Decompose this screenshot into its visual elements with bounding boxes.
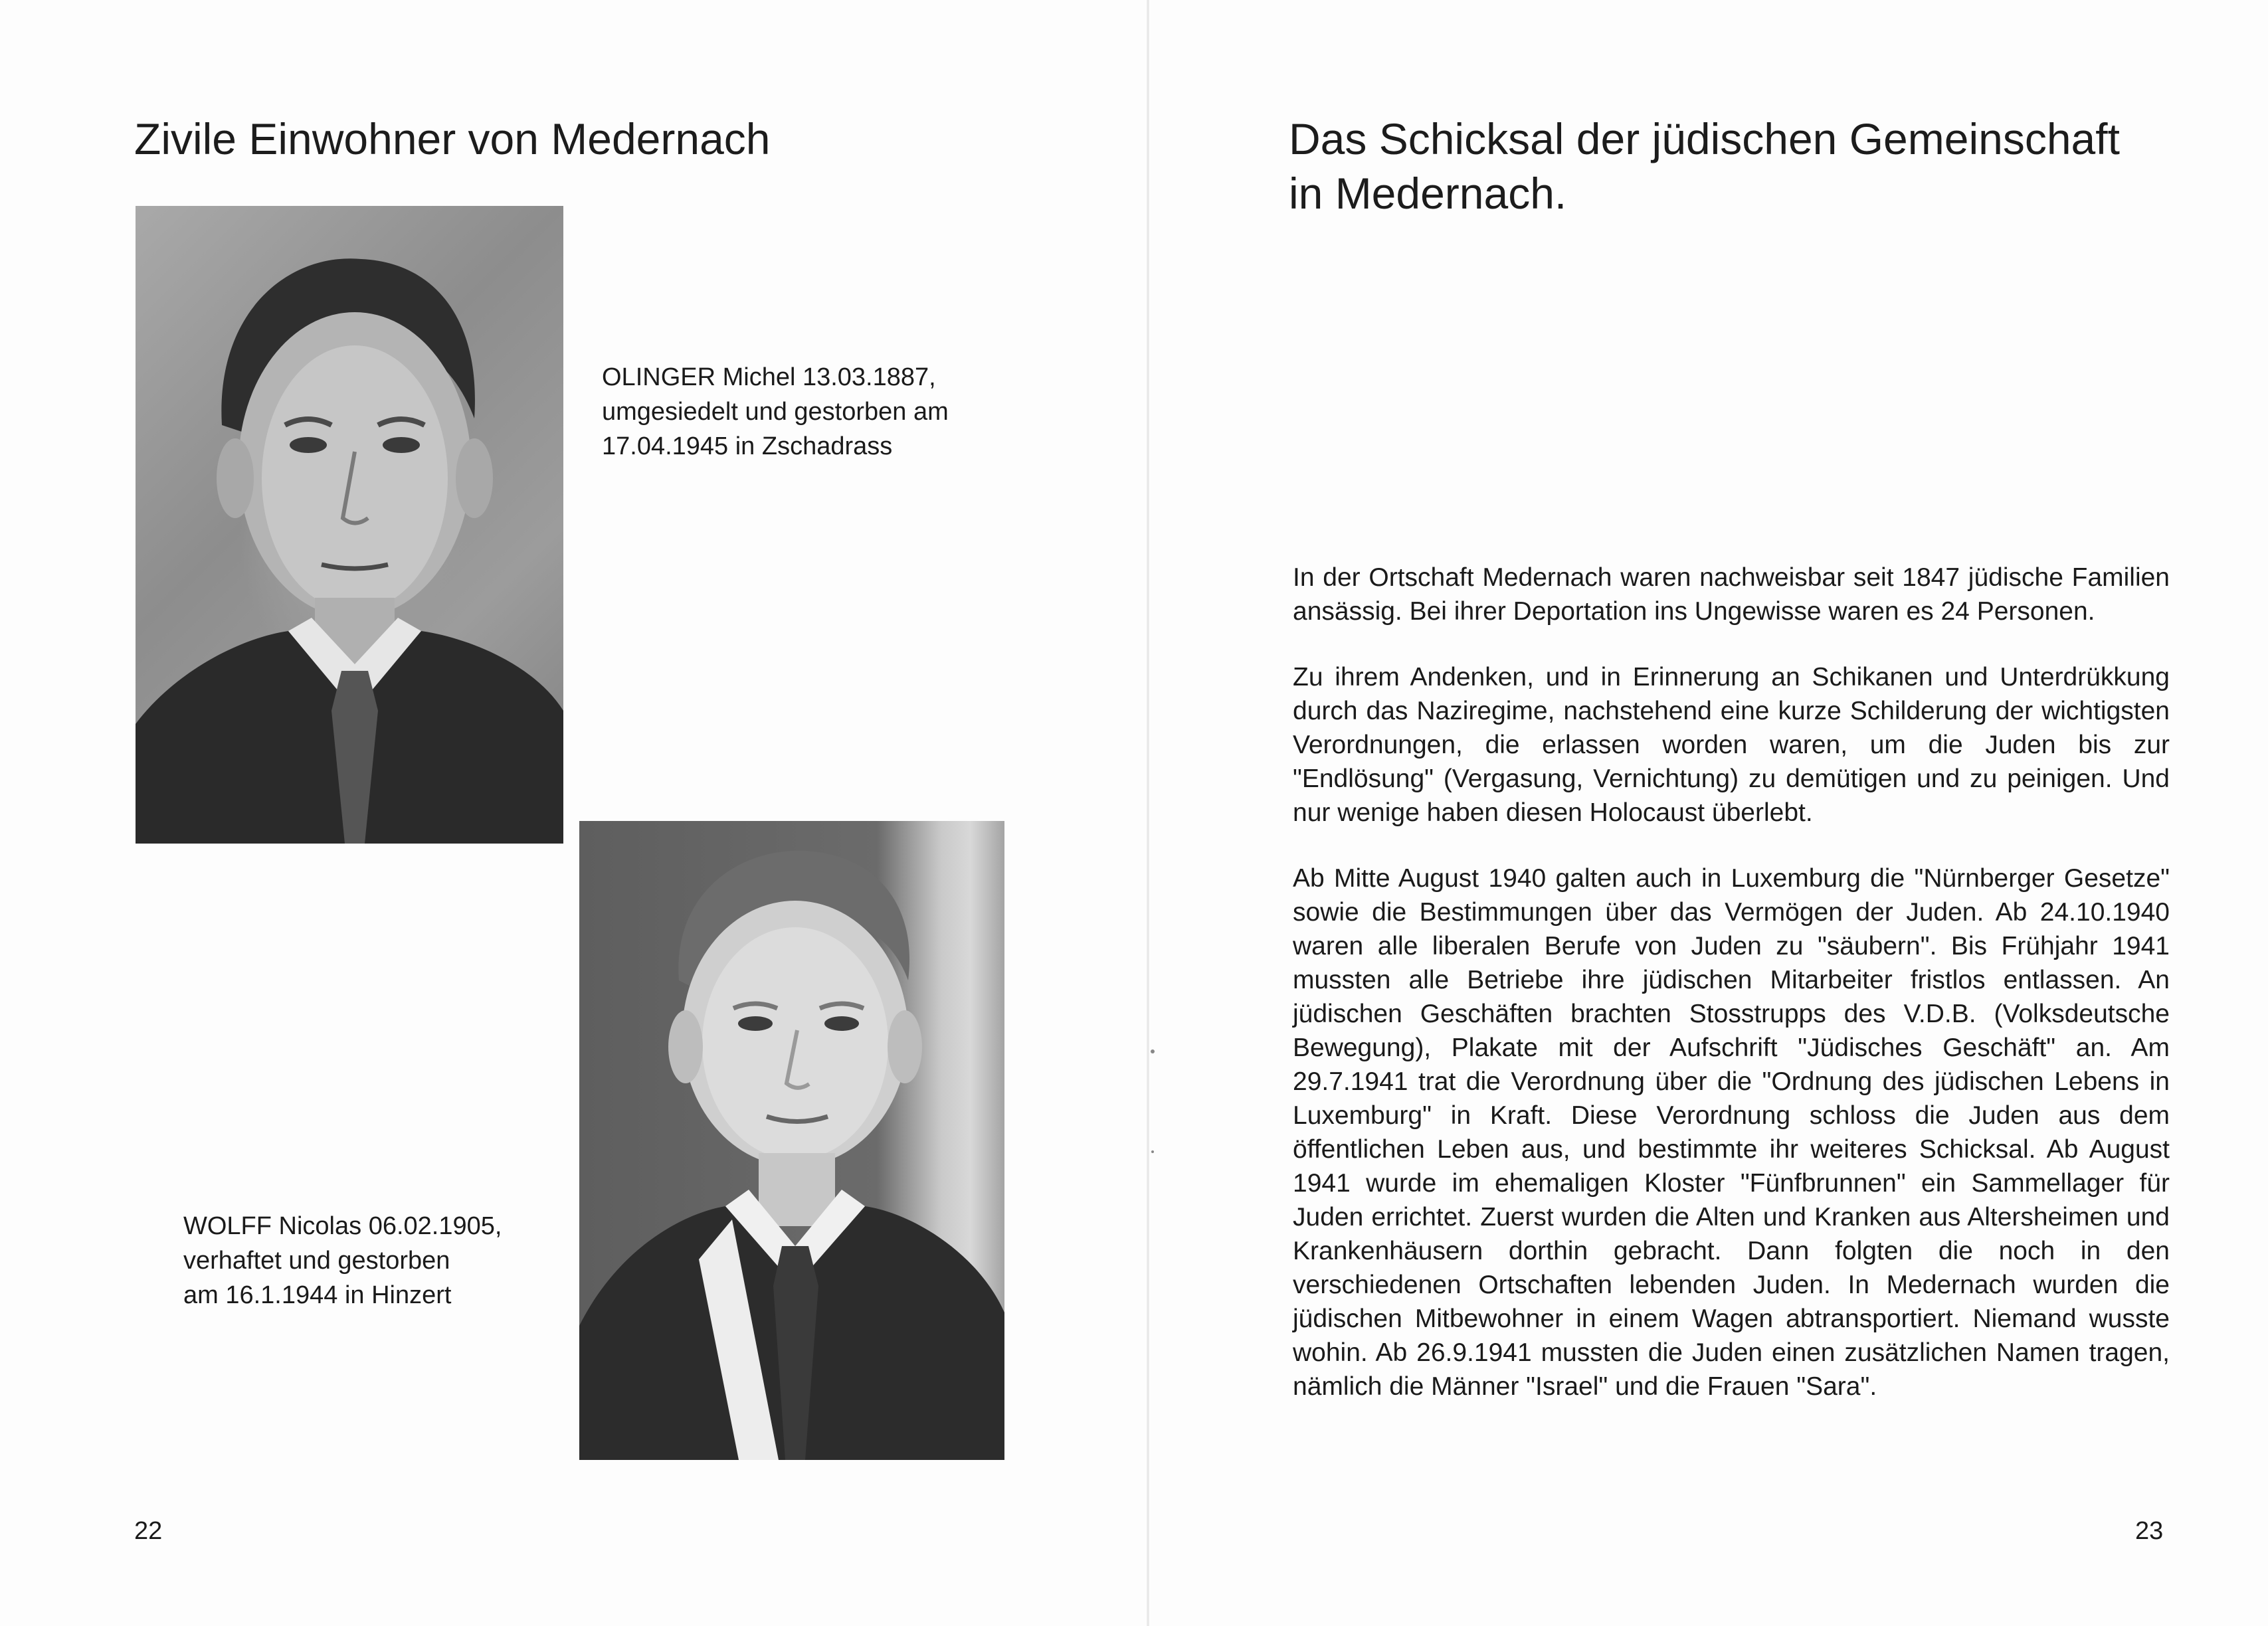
page-number: 23: [2135, 1517, 2164, 1545]
caption-line: WOLFF Nicolas 06.02.1905,: [183, 1212, 502, 1240]
caption-line: verhaftet und gestorben: [183, 1247, 450, 1275]
page-title: [1289, 112, 2252, 221]
caption-wolff: [183, 1209, 569, 1312]
right-page: [1149, 0, 2268, 1626]
portrait-wolff-image: [579, 821, 1004, 1460]
caption-line: am 16.1.1944 in Hinzert: [183, 1281, 452, 1309]
portrait-olinger-image: [136, 206, 563, 844]
paragraph: Zu ihrem Andenken, und in Erinnerung an Schikanen und Unterdrükkung durch das Naziregime, nachstehend eine kurze Schilderung der wichtigsten Verordnungen, die erlassen worden waren, um die Juden bis zur "Endlösung" (Vergasung, Vernichtung) zu demütigen und zu peinigen. Und nur wenige haben diesen Holocaust überlebt.: [1293, 663, 2170, 827]
page-number: 22: [134, 1517, 163, 1545]
caption-line: 17.04.1945 in Zschadrass: [602, 432, 893, 460]
portrait-photo-olinger: [136, 206, 563, 844]
caption-line: OLINGER Michel 13.03.1887,: [602, 363, 936, 391]
portrait-photo-wolff: [579, 821, 1004, 1460]
title-line: Das Schicksal der jüdischen Gemeinschaft: [1289, 114, 2120, 163]
title-line: in Medernach.: [1289, 169, 1567, 218]
caption-line: umgesiedelt und gestorben am: [602, 398, 949, 426]
paragraph: In der Ortschaft Medernach waren nachweisbar seit 1847 jüdische Familien ansässig. Bei ihrer Deportation ins Ungewisse waren es 24 Personen.: [1293, 563, 2170, 626]
page-title: Zivile Einwohner von Medernach: [134, 114, 771, 163]
paragraph: Ab Mitte August 1940 galten auch in Luxemburg die "Nürnberger Gesetze" sowie die Bestimmungen über das Vermögen der Juden. Ab 24.10.1940 waren alle liberalen Berufe von Juden zu "säubern". Bis Frühjahr 1941 mussten alle Betriebe ihre jüdischen Mitarbeiter fristlos entlassen. An jüdischen Geschäften brachten Stosstrupps des V.D.B. (Volksdeutsche Bewegung), Plakate mit der Aufschrift "Jüdisches Geschäft" an. Am 29.7.1941 trat die Verordnung über die "Ordnung des jüdischen Lebens in Luxemburg" in Kraft. Diese Verordnung schloss die Juden aus dem öffentlichen Leben aus, und bestimmte ihr weiteres Schicksal. Ab August 1941 wurde im ehemaligen Kloster "Fünfbrunnen" ein Sammellager für Juden errichtet. Zuerst wurden die Alten und Kranken aus Altersheimen und Krankenhäusern dorthin gebracht. Dann folgten die noch in den verschiedenen Ortschaften lebenden Juden. In Medernach wurden die jüdischen Mitbewohner in einem Wagen abtransportiert. Niemand wusste wohin. Ab 26.9.1941 mussten die Juden einen zusätzlichen Namen tragen, nämlich die Männer "Israel" und die Frauen "Sara".: [1293, 864, 2170, 1401]
article-body: [1293, 561, 2170, 1435]
caption-olinger: [602, 360, 1014, 464]
